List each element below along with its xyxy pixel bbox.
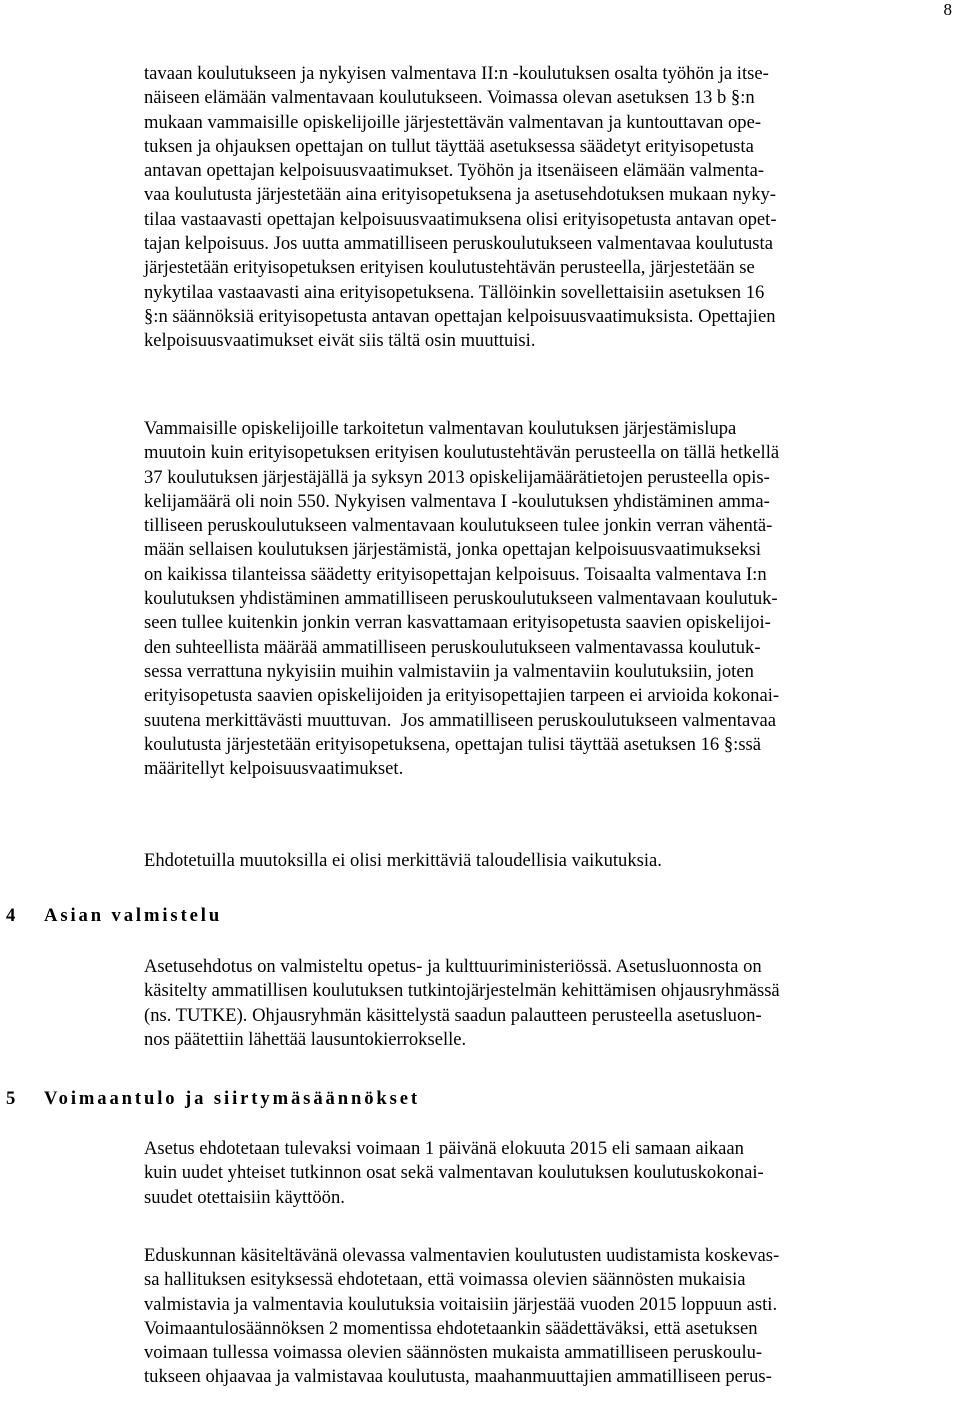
body-paragraph (144, 1244, 960, 1390)
text-line: kuin uudet yhteiset tutkinnon osat sekä valmentavan koulutuksen koulutuskokonai- (144, 1162, 764, 1184)
text-line: valmistavia ja valmentavia koulutuksia voitaisiin järjestää vuoden 2015 loppuun asti. (144, 1293, 778, 1315)
text-line: sa hallituksen esityksessä ehdotetaan, että voimassa olevien säännösten mukaisia (144, 1269, 746, 1291)
text-line: seen tullee kuitenkin jonkin verran kasvattamaan erityisopetusta saavien opiskelijoi- (144, 612, 771, 634)
text-line: tukseen ohjaavaa ja valmistavaa koulutusta, maahanmuuttajien ammatilliseen perus- (144, 1366, 772, 1388)
text-line: tajan kelpoisuus. Jos uutta ammatilliseen peruskoulutukseen valmentavaa koulutusta (144, 233, 773, 255)
section-number: 4 (6, 905, 16, 926)
body-paragraph (144, 849, 960, 873)
text-line: tilaa vastaavasti opettajan kelpoisuusvaatimuksena olisi erityisopetusta antavan opet- (144, 208, 777, 230)
text-line: koulutusta järjestetään erityisopetuksena, opettajan tulisi täyttää asetuksen 16 §:ssä (144, 733, 762, 755)
section-number: 5 (6, 1088, 16, 1109)
text-line: Asetusehdotus on valmisteltu opetus- ja kulttuuriministeriössä. Asetusluonnosta on (144, 956, 762, 977)
text-line: mään sellaisen koulutuksen järjestämistä, jonka opettajan kelpoisuusvaatimukseksi (144, 539, 762, 561)
text-line: 37 koulutuksen järjestäjällä ja syksyn 2013 opiskelijamäärätietojen perusteella opis- (144, 466, 770, 488)
text-line: käsitelty ammatillisen koulutuksen tutkintojärjestelmän kehittämisen ohjausryhmässä (144, 980, 780, 1002)
text-line: tavaan koulutukseen ja nykyisen valmentava II:n -koulutuksen osalta työhön ja itse- (144, 63, 769, 84)
text-line: Vammaisille opiskelijoille tarkoitetun valmentavan koulutuksen järjestämislupa (144, 418, 737, 439)
text-line: koulutuksen yhdistäminen ammatilliseen peruskoulutukseen valmentavaan koulutuk- (144, 588, 778, 610)
text-line: järjestetään erityisopetuksen erityisen koulutustehtävän perusteella, järjestetään se (144, 257, 755, 279)
text-line: Voimaantulosäännöksen 2 momentissa ehdotetaankin säädettäväksi, että asetuksen (144, 1317, 758, 1339)
page-number: 8 (943, 0, 952, 19)
text-line: mukaan vammaisille opiskelijoille järjestettävän valmentavan ja kuntouttavan ope- (144, 111, 762, 133)
section-heading (6, 1087, 420, 1111)
text-line: sessa verrattuna nykyisiin muihin valmistaviin ja valmentaviin koulutuksiin, joten (144, 660, 754, 682)
text-line: suudet otettaisiin käyttöön. (144, 1186, 345, 1208)
text-line: muutoin kuin erityisopetuksen erityisen koulutustehtävän perusteella on tällä hetkellä (144, 442, 780, 464)
text-line: vaa koulutusta järjestetään aina erityisopetuksena ja asetusehdotuksen mukaan nyky- (144, 184, 776, 206)
text-line: määritellyt kelpoisuusvaatimukset. (144, 758, 404, 780)
text-line: nykytilaa vastaavasti aina erityisopetuksena. Tällöinkin sovellettaisiin asetuksen 16 (144, 281, 765, 303)
text-line: Ehdotetuilla muutoksilla ei olisi merkittäviä taloudellisia vaikutuksia. (144, 850, 662, 871)
text-line: kelijamäärä oli noin 550. Nykyisen valmentava I -koulutuksen yhdistäminen amma- (144, 490, 770, 512)
body-paragraph (144, 1137, 960, 1210)
body-paragraph (144, 62, 960, 354)
body-paragraph (144, 417, 960, 781)
text-line: suutena merkittävästi muuttuvan. Jos ammatilliseen peruskoulutukseen valmentavaa (144, 709, 777, 731)
text-line: (ns. TUTKE). Ohjausryhmän käsittelystä saadun palautteen perusteella asetusluon- (144, 1004, 762, 1026)
text-line: tuksen ja ohjauksen opettajan on tullut täyttää asetuksessa säädetyt erityisopetusta (144, 135, 754, 157)
text-line: Asetus ehdotetaan tulevaksi voimaan 1 päivänä elokuuta 2015 eli samaan aikaan (144, 1138, 744, 1159)
text-line: den suhteellista määrää ammatilliseen peruskoulutukseen valmentavassa koulutuk- (144, 636, 761, 658)
text-line: kelpoisuusvaatimukset eivät siis tältä osin muuttuisi. (144, 330, 536, 352)
section-heading (6, 904, 222, 928)
text-line: nos päätettiin lähettää lausuntokierrokselle. (144, 1028, 467, 1050)
text-line: näiseen elämään valmentavaan koulutukseen. Voimassa olevan asetuksen 13 b §:n (144, 87, 755, 109)
text-line: tilliseen peruskoulutukseen valmentavaan koulutukseen tulee jonkin verran vähentä- (144, 515, 773, 537)
text-line: erityisopetusta saavien opiskelijoiden ja erityisopettajien tarpeen ei arvioida kokonai- (144, 685, 780, 707)
text-line: on kaikissa tilanteissa säädetty erityisopettajan kelpoisuus. Toisaalta valmentava I:n (144, 563, 767, 585)
text-line: voimaan tullessa voimassa olevien säännösten mukaista ammatilliseen peruskoulu- (144, 1342, 763, 1364)
text-line: Eduskunnan käsiteltävänä olevassa valmentavien koulutusten uudistamista koskevas- (144, 1245, 780, 1266)
section-title: Voimaantulo ja siirtymäsäännökset (44, 1088, 421, 1109)
body-paragraph (144, 955, 960, 1052)
text-line: §:n säännöksiä erityisopetusta antavan opettajan kelpoisuusvaatimuksista. Opettajien (144, 305, 776, 327)
section-title: Asian valmistelu (44, 905, 223, 926)
text-line: antavan opettajan kelpoisuusvaatimukset. Työhön ja itsenäiseen elämään valmenta- (144, 160, 765, 182)
